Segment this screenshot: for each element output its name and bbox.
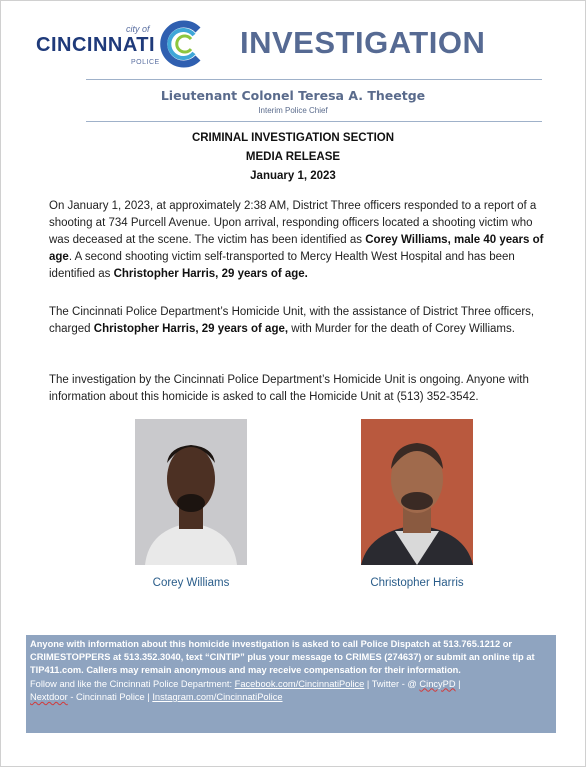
photo-corey-williams: [135, 419, 247, 565]
header: [0, 0, 586, 80]
person-photo-icon: [361, 419, 473, 565]
chief-divider: [86, 121, 542, 122]
paragraph-charge: [49, 304, 554, 338]
p2-suspect-name: Christopher Harris, 29 years of age,: [93, 323, 289, 335]
footer-nextdoor-rest: - Cincinnati Police |: [67, 691, 153, 702]
footer-twitter-prefix: | Twitter - @: [364, 678, 420, 689]
c-logo-icon: [158, 20, 206, 68]
footer-sep: |: [455, 678, 461, 689]
instagram-link[interactable]: Instagram.com/CincinnatiPolice: [152, 691, 283, 702]
p2-text-c: with Murder for the death of Corey Williams.: [288, 323, 515, 335]
twitter-link[interactable]: CincyPD: [419, 678, 456, 689]
nextdoor-word[interactable]: Nextdoor: [30, 691, 68, 702]
release-type: MEDIA RELEASE: [245, 151, 341, 163]
chief-title: Interim Police Chief: [258, 106, 328, 115]
cincinnati-police-logo: [36, 20, 211, 72]
facebook-link[interactable]: Facebook.com/CincinnatiPolice: [234, 678, 365, 689]
p1-text-c: . A second shooting victim self-transported to Mercy Health West Hospital and has been identified as: [49, 251, 515, 280]
caption-corey-williams: Corey Williams: [152, 577, 230, 589]
paragraph-incident: [49, 198, 554, 283]
logo-police: POLICE: [131, 59, 160, 66]
top-divider: [86, 79, 542, 80]
caption-christopher-harris: Christopher Harris: [370, 577, 464, 589]
page-title: INVESTIGATION: [240, 25, 486, 60]
footer-follow-prefix: Follow and like the Cincinnati Police Department:: [30, 678, 235, 689]
chief-name: Lieutenant Colonel Teresa A. Theetge: [160, 88, 426, 103]
release-date: January 1, 2023: [250, 170, 336, 182]
p1-text-a: On January 1, 2023, at approximately 2:38 AM, District Three officers responded to a report of a shooting at 734 Purcell Avenue. Upon arrival, responding officers located a shooting victim who was deceased at the scene. The victim has been identified as: [49, 200, 537, 246]
p1-second-victim: Christopher Harris, 29 years of age.: [113, 268, 308, 280]
p2-text-a: The Cincinnati Police Department’s Homicide Unit, with the assistance of District Three officers, charged: [49, 306, 535, 335]
footer-tip-box: [26, 635, 556, 733]
logo-wordmark: CINCINNATI: [36, 34, 156, 56]
person-photo-icon: [135, 419, 247, 565]
section-heading: CRIMINAL INVESTIGATION SECTION: [191, 132, 395, 144]
footer-tip-text: Anyone with information about this homicide investigation is asked to call Police Dispatch at 513.765.1212 or CRIMESTOPPERS at 513.352.3040, text “CINTIP” plus your message to CRIMES (274637) or submit an online tip at TIP411.com. Callers may remain anonymous and may receive compensation for their information.: [30, 639, 535, 676]
p1-victim-name: Corey Williams, male 40 years of age: [49, 234, 544, 263]
photo-christopher-harris: [361, 419, 473, 565]
logo-city-of: city of: [126, 24, 150, 34]
paragraph-ongoing: The investigation by the Cincinnati Police Department’s Homicide Unit is ongoing. Anyone with information about this homicide is asked to call the Homicide Unit at (513) 352-3542.: [49, 374, 529, 403]
